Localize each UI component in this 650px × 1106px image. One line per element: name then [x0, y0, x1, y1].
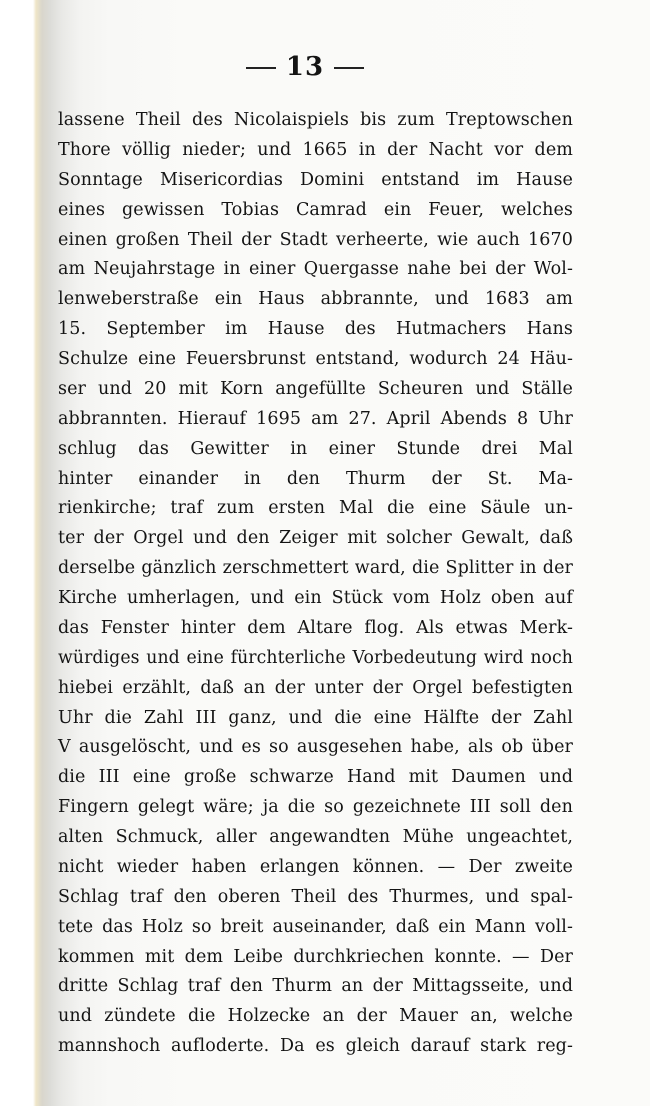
- text-line: hiebei erzählt, daß an der unter der Orgel befestigten: [58, 677, 573, 698]
- text-line: dritte Schlag traf den Thurm an der Mittagsseite, und: [58, 976, 573, 997]
- text-line: lassene Theil des Nicolaispiels bis zum Treptowschen: [58, 110, 573, 130]
- text-line: die III eine große schwarze Hand mit Daumen und: [58, 767, 573, 788]
- text-line: schlug das Gewitter in einer Stunde drei Mal: [58, 438, 573, 459]
- text-line: nicht wieder haben erlangen können. — Der zweite: [58, 856, 573, 877]
- text-line: ser und 20 mit Korn angefüllte Scheuren und Ställe: [58, 378, 573, 399]
- text-line: Schulze eine Feuersbrunst entstand, wodurch 24 Häu-: [58, 349, 573, 369]
- text-line: eines gewissen Tobias Camrad ein Feuer, welches: [58, 199, 573, 220]
- dash-left: [246, 67, 276, 69]
- text-line: Uhr die Zahl III ganz, und die eine Hälfte der Zahl: [58, 707, 573, 728]
- text-line: Kirche umherlagen, und ein Stück vom Holz oben auf: [58, 588, 573, 608]
- text-line: Schlag traf den oberen Theil des Thurmes, und spal-: [58, 886, 573, 907]
- text-line: das Fenster hinter dem Altare flog. Als etwas Merk-: [58, 617, 573, 638]
- text-line: Fingern gelegt wäre; ja die so gezeichnete III soll den: [58, 797, 573, 818]
- text-line: am Neujahrstage in einer Quergasse nahe bei der Wol-: [58, 259, 573, 280]
- text-line: derselbe gänzlich zerschmettert ward, die Splitter in der: [58, 558, 573, 579]
- text-line: abbrannten. Hierauf 1695 am 27. April Abends 8 Uhr: [58, 408, 573, 429]
- page-number: [0, 52, 610, 82]
- text-line: kommen mit dem Leibe durchkriechen konnte. — Der: [58, 946, 573, 967]
- text-line: Sonntage Misericordias Domini entstand im Hause: [58, 169, 573, 190]
- body-text: [58, 106, 573, 1062]
- text-line: einen großen Theil der Stadt verheerte, wie auch 1670: [58, 229, 573, 250]
- text-line: rienkirche; traf zum ersten Mal die eine Säule un-: [58, 498, 573, 519]
- text-line: alten Schmuck, aller angewandten Mühe ungeachtet,: [58, 827, 573, 847]
- text-line: lenweberstraße ein Haus abbrannte, und 1683 am: [58, 289, 573, 310]
- text-line: 15. September im Hause des Hutmachers Hans: [58, 319, 573, 340]
- text-line: hinter einander in den Thurm der St. Ma-: [58, 468, 573, 489]
- text-line: ter der Orgel und den Zeiger mit solcher Gewalt, daß: [58, 528, 573, 549]
- text-line: V ausgelöscht, und es so ausgesehen habe, als ob über: [58, 737, 573, 758]
- text-line: tete das Holz so breit auseinander, daß ein Mann voll-: [58, 916, 573, 937]
- text-line: und zündete die Holzecke an der Mauer an, welche: [58, 1006, 573, 1027]
- text-line: Thore völlig nieder; und 1665 in der Nacht vor dem: [58, 139, 573, 160]
- dash-right: [334, 67, 364, 69]
- text-line: mannshoch aufloderte. Da es gleich darauf stark reg-: [58, 1036, 573, 1057]
- text-line: würdiges und eine fürchterliche Vorbedeutung wird noch: [58, 647, 573, 668]
- page-number-text: 13: [285, 52, 325, 82]
